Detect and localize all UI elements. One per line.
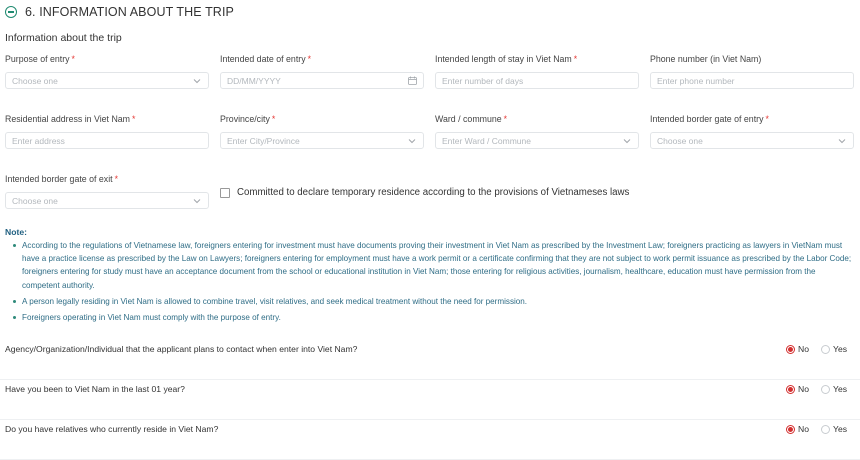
- ward-commune-label: Ward / commune: [435, 114, 502, 124]
- province-city-select[interactable]: [220, 132, 424, 149]
- required-marker: *: [271, 114, 276, 124]
- residential-address-placeholder: Enter address: [12, 135, 65, 146]
- residential-address-input[interactable]: [5, 132, 209, 149]
- question-row-contact-agency: [0, 340, 860, 380]
- border-gate-exit-label: Intended border gate of exit: [5, 174, 113, 184]
- purpose-of-entry-select[interactable]: [5, 72, 209, 89]
- radio-option-yes[interactable]: [821, 424, 847, 434]
- note-item: Foreigners operating in Viet Nam must comply with the purpose of entry.: [22, 311, 853, 324]
- calendar-icon[interactable]: [408, 76, 417, 85]
- radio-label: No: [798, 344, 809, 354]
- chevron-down-icon: [837, 136, 847, 146]
- question-text: Have you been to Viet Nam in the last 01 year?: [5, 384, 185, 394]
- radio-option-no[interactable]: [786, 344, 809, 354]
- intended-length-of-stay-label: Intended length of stay in Viet Nam: [435, 54, 572, 64]
- border-gate-exit-placeholder: Choose one: [12, 195, 58, 206]
- commitment-checkbox[interactable]: [220, 188, 230, 198]
- phone-number-input[interactable]: [650, 72, 854, 89]
- residential-address-field: [5, 113, 209, 149]
- radio-label: No: [798, 424, 809, 434]
- intended-date-of-entry-field: [220, 53, 424, 89]
- radio-option-no[interactable]: [786, 384, 809, 394]
- required-marker: *: [573, 54, 578, 64]
- phone-number-label: Phone number (in Viet Nam): [650, 54, 762, 64]
- intended-length-of-stay-field: [435, 53, 639, 89]
- ward-commune-field: [435, 113, 639, 149]
- purpose-of-entry-field: [5, 53, 209, 89]
- intended-date-of-entry-label: Intended date of entry: [220, 54, 306, 64]
- radio-button[interactable]: [786, 385, 795, 394]
- intended-date-of-entry-input[interactable]: [220, 72, 424, 89]
- chevron-down-icon: [407, 136, 417, 146]
- radio-label: Yes: [833, 424, 848, 434]
- radio-label: No: [798, 384, 809, 394]
- province-city-label: Province/city: [220, 114, 270, 124]
- phone-number-placeholder: Enter phone number: [657, 75, 735, 86]
- radio-option-yes[interactable]: [821, 344, 847, 354]
- radio-button[interactable]: [821, 425, 830, 434]
- radio-option-no[interactable]: [786, 424, 809, 434]
- chevron-down-icon: [192, 76, 202, 86]
- border-gate-exit-field: [5, 173, 209, 209]
- radio-group: [786, 384, 847, 394]
- length-of-stay-placeholder: Enter number of days: [442, 75, 524, 86]
- intended-date-placeholder: DD/MM/YYYY: [227, 75, 281, 86]
- radio-group: [786, 424, 847, 434]
- province-city-placeholder: Enter City/Province: [227, 135, 300, 146]
- radio-option-yes[interactable]: [821, 384, 847, 394]
- border-gate-entry-placeholder: Choose one: [657, 135, 703, 146]
- radio-group: [786, 344, 847, 354]
- ward-commune-placeholder: Enter Ward / Commune: [442, 135, 531, 146]
- required-marker: *: [71, 54, 75, 64]
- question-text: Agency/Organization/Individual that the applicant plans to contact when enter into Viet Nam?: [5, 344, 358, 354]
- phone-number-field: [650, 53, 854, 89]
- border-gate-entry-label: Intended border gate of entry: [650, 114, 764, 124]
- purpose-of-entry-label: Purpose of entry: [5, 54, 70, 64]
- province-city-field: [220, 113, 424, 149]
- commitment-text[interactable]: Committed to declare temporary residence according to the provisions of Vietnameses laws: [237, 187, 630, 198]
- required-marker: *: [765, 114, 769, 124]
- intended-length-of-stay-input[interactable]: [435, 72, 639, 89]
- border-gate-entry-select[interactable]: [650, 132, 854, 149]
- section-header[interactable]: [5, 3, 234, 21]
- chevron-down-icon: [192, 196, 202, 206]
- radio-button[interactable]: [821, 345, 830, 354]
- note-title: Note:: [5, 227, 27, 237]
- section-subtitle: Information about the trip: [5, 32, 122, 44]
- radio-button[interactable]: [786, 425, 795, 434]
- note-item: According to the regulations of Vietnamese law, foreigners entering for investment must have documents proving their investment in Viet Nam as prescribed by the Investment Law; foreigners practicing as lawyers in VietNam must have a practice license as prescribed by the Law on Lawyers; foreigners entering for employment must have a work permit or a certificate confirming that they are not subject to work permit issuance as prescribed by the Labor Code; foreigners entering for study must have an acceptance document from the school or educational institution in Viet Nam; those entering for religious activities, journalism, healthcare, education must have permission from the competent authority.: [22, 239, 853, 292]
- question-row-been-to-vietnam: [0, 380, 860, 420]
- radio-label: Yes: [833, 344, 848, 354]
- note-list: [5, 239, 853, 324]
- commitment-row: [220, 186, 640, 200]
- ward-commune-select[interactable]: [435, 132, 639, 149]
- purpose-of-entry-placeholder: Choose one: [12, 75, 58, 86]
- note-item: A person legally residing in Viet Nam is allowed to combine travel, visit relatives, and seek medical treatment without the need for permission.: [22, 295, 853, 308]
- border-gate-entry-field: [650, 113, 854, 149]
- radio-button[interactable]: [821, 385, 830, 394]
- required-marker: *: [114, 174, 119, 184]
- question-row-relatives: [0, 420, 860, 460]
- residential-address-label: Residential address in Viet Nam: [5, 114, 131, 124]
- question-text: Do you have relatives who currently reside in Viet Nam?: [5, 424, 219, 434]
- radio-button[interactable]: [786, 345, 795, 354]
- required-marker: *: [132, 114, 136, 124]
- required-marker: *: [503, 114, 508, 124]
- chevron-down-icon: [622, 136, 632, 146]
- note-block: [5, 227, 853, 324]
- radio-label: Yes: [833, 384, 848, 394]
- required-marker: *: [307, 54, 312, 64]
- collapse-icon[interactable]: [5, 6, 17, 18]
- border-gate-exit-select[interactable]: [5, 192, 209, 209]
- section-title: 6. INFORMATION ABOUT THE TRIP: [25, 5, 234, 19]
